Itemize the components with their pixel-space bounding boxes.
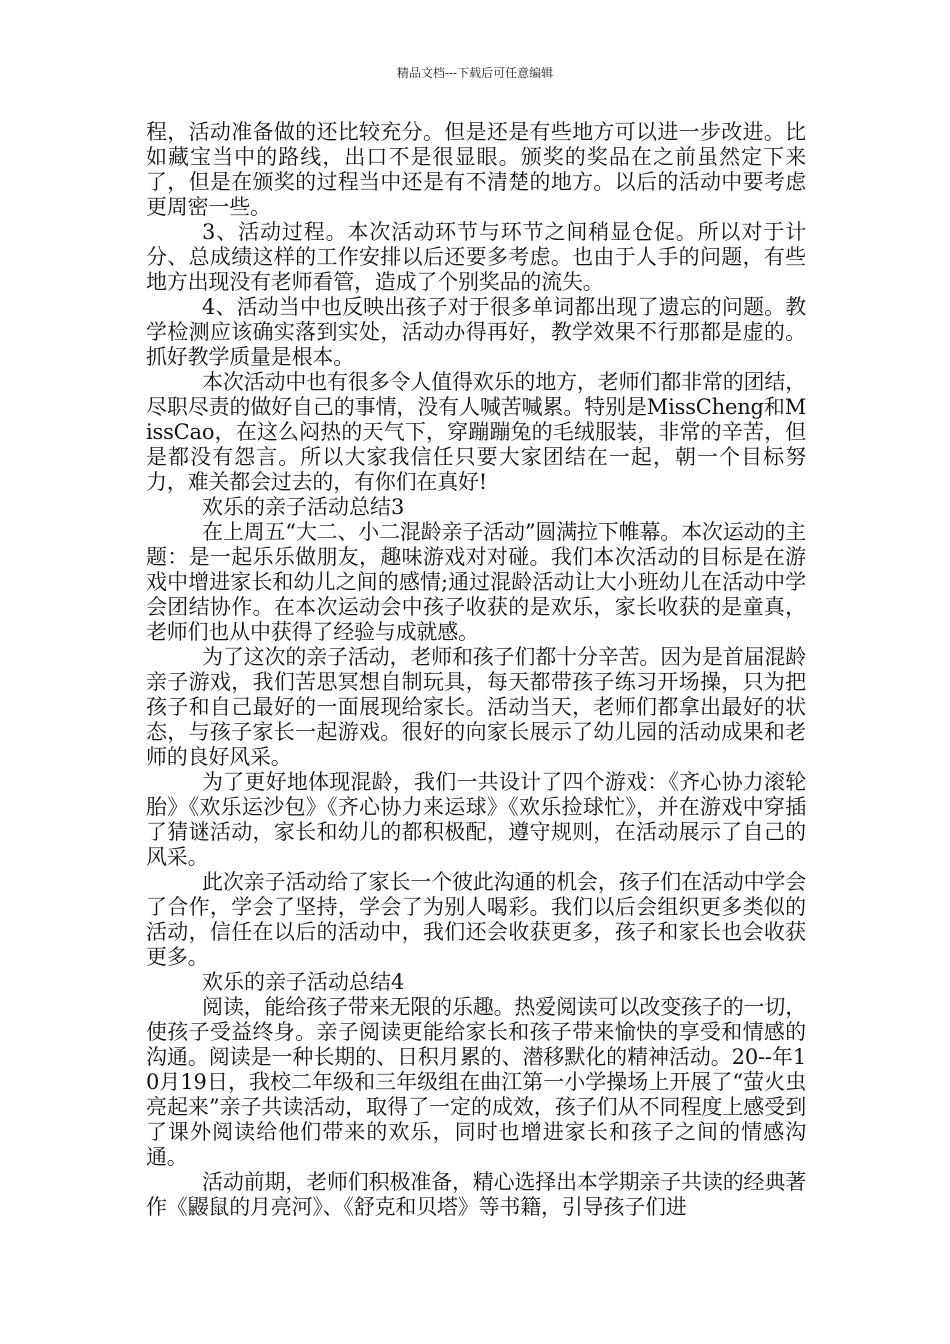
paragraph-summary: 本次活动中也有很多令人值得欢乐的地方，老师们都非常的团结，尽职尽责的做好自己的事情，没有人喊苦喊累。特别是MissCheng和MissCao，在这么闷热的天气下，穿蹦蹦兔的毛绒服装，非常的辛苦，但是都没有怨言。所以大家我信任只要大家团结在一起，朝一个目标努力，难关都会过去的，有你们在真好! xyxy=(146,370,806,494)
section-heading-4: 欢乐的亲子活动总结4 xyxy=(202,970,405,994)
page-header: 精品文档---下载后可任意编辑 xyxy=(396,66,554,80)
paragraph-section4-preparation: 活动前期，老师们积极准备，精心选择出本学期亲子共读的经典著作《鼹鼠的月亮河》、《舒克和贝塔》等书籍，引导孩子们进 xyxy=(146,1170,806,1219)
paragraph-item-4: 4、活动当中也反映出孩子对于很多单词都出现了遗忘的问题。教学检测应该确实落到实处，活动办得再好，教学效果不行那都是虚的。抓好教学质量是根本。 xyxy=(146,295,806,369)
paragraph-item-3: 3、活动过程。本次活动环节与环节之间稍显仓促。所以对于计分、总成绩这样的工作安排以后还要多考虑。也由于人手的问题，有些地方出现没有老师看管，造成了个别奖品的流失。 xyxy=(146,220,806,294)
paragraph-section3-games: 为了更好地体现混龄，我们一共设计了四个游戏：《齐心协力滚轮胎》《欢乐运沙包》《齐心协力来运球》《欢乐捡球忙》，并在游戏中穿插了猜谜活动，家长和幼儿的都积极配，遵守规则，在活动展示了自己的风采。 xyxy=(146,770,806,869)
paragraph-section3-conclusion: 此次亲子活动给了家长一个彼此沟通的机会，孩子们在活动中学会了合作，学会了坚持，学会了为别人喝彩。我们以后会组织更多类似的活动，信任在以后的活动中，我们还会收获更多，孩子和家长也会收获更多。 xyxy=(146,870,806,969)
paragraph-continuation: 程，活动准备做的还比较充分。但是还是有些地方可以进一步改进。比如藏宝当中的路线，出口不是很显眼。颁奖的奖品在之前虽然定下来了，但是在颁奖的过程当中还是有不清楚的地方。以后的活动中要考虑更周密一些。 xyxy=(146,120,806,219)
document-body xyxy=(146,120,806,1220)
paragraph-section4-intro: 阅读，能给孩子带来无限的乐趣。热爱阅读可以改变孩子的一切，使孩子受益终身。亲子阅读更能给家长和孩子带来愉快的享受和情感的沟通。阅读是一种长期的、日积月累的、潜移默化的精神活动。20--年10月19日，我校二年级和三年级组在曲江第一小学操场上开展了“萤火虫亮起来”亲子共读活动，取得了一定的成效，孩子们从不同程度上感受到了课外阅读给他们带来的欢乐，同时也增进家长和孩子之间的情感沟通。 xyxy=(146,995,806,1169)
paragraph-section3-intro: 在上周五“大二、小二混龄亲子活动”圆满拉下帷幕。本次运动的主题：是一起乐乐做朋友，趣味游戏对对碰。我们本次活动的目标是在游戏中增进家长和幼儿之间的感情;通过混龄活动让大小班幼儿在活动中学会团结协作。在本次运动会中孩子收获的是欢乐，家长收获的是童真，老师们也从中获得了经验与成就感。 xyxy=(146,520,806,644)
paragraph-section3-preparation: 为了这次的亲子活动，老师和孩子们都十分辛苦。因为是首届混龄亲子游戏，我们苦思冥想自制玩具，每天都带孩子练习开场操，只为把孩子和自己最好的一面展现给家长。活动当天，老师们都拿出最好的状态，与孩子家长一起游戏。很好的向家长展示了幼儿园的活动成果和老师的良好风采。 xyxy=(146,645,806,769)
section-heading-3: 欢乐的亲子活动总结3 xyxy=(202,495,405,519)
